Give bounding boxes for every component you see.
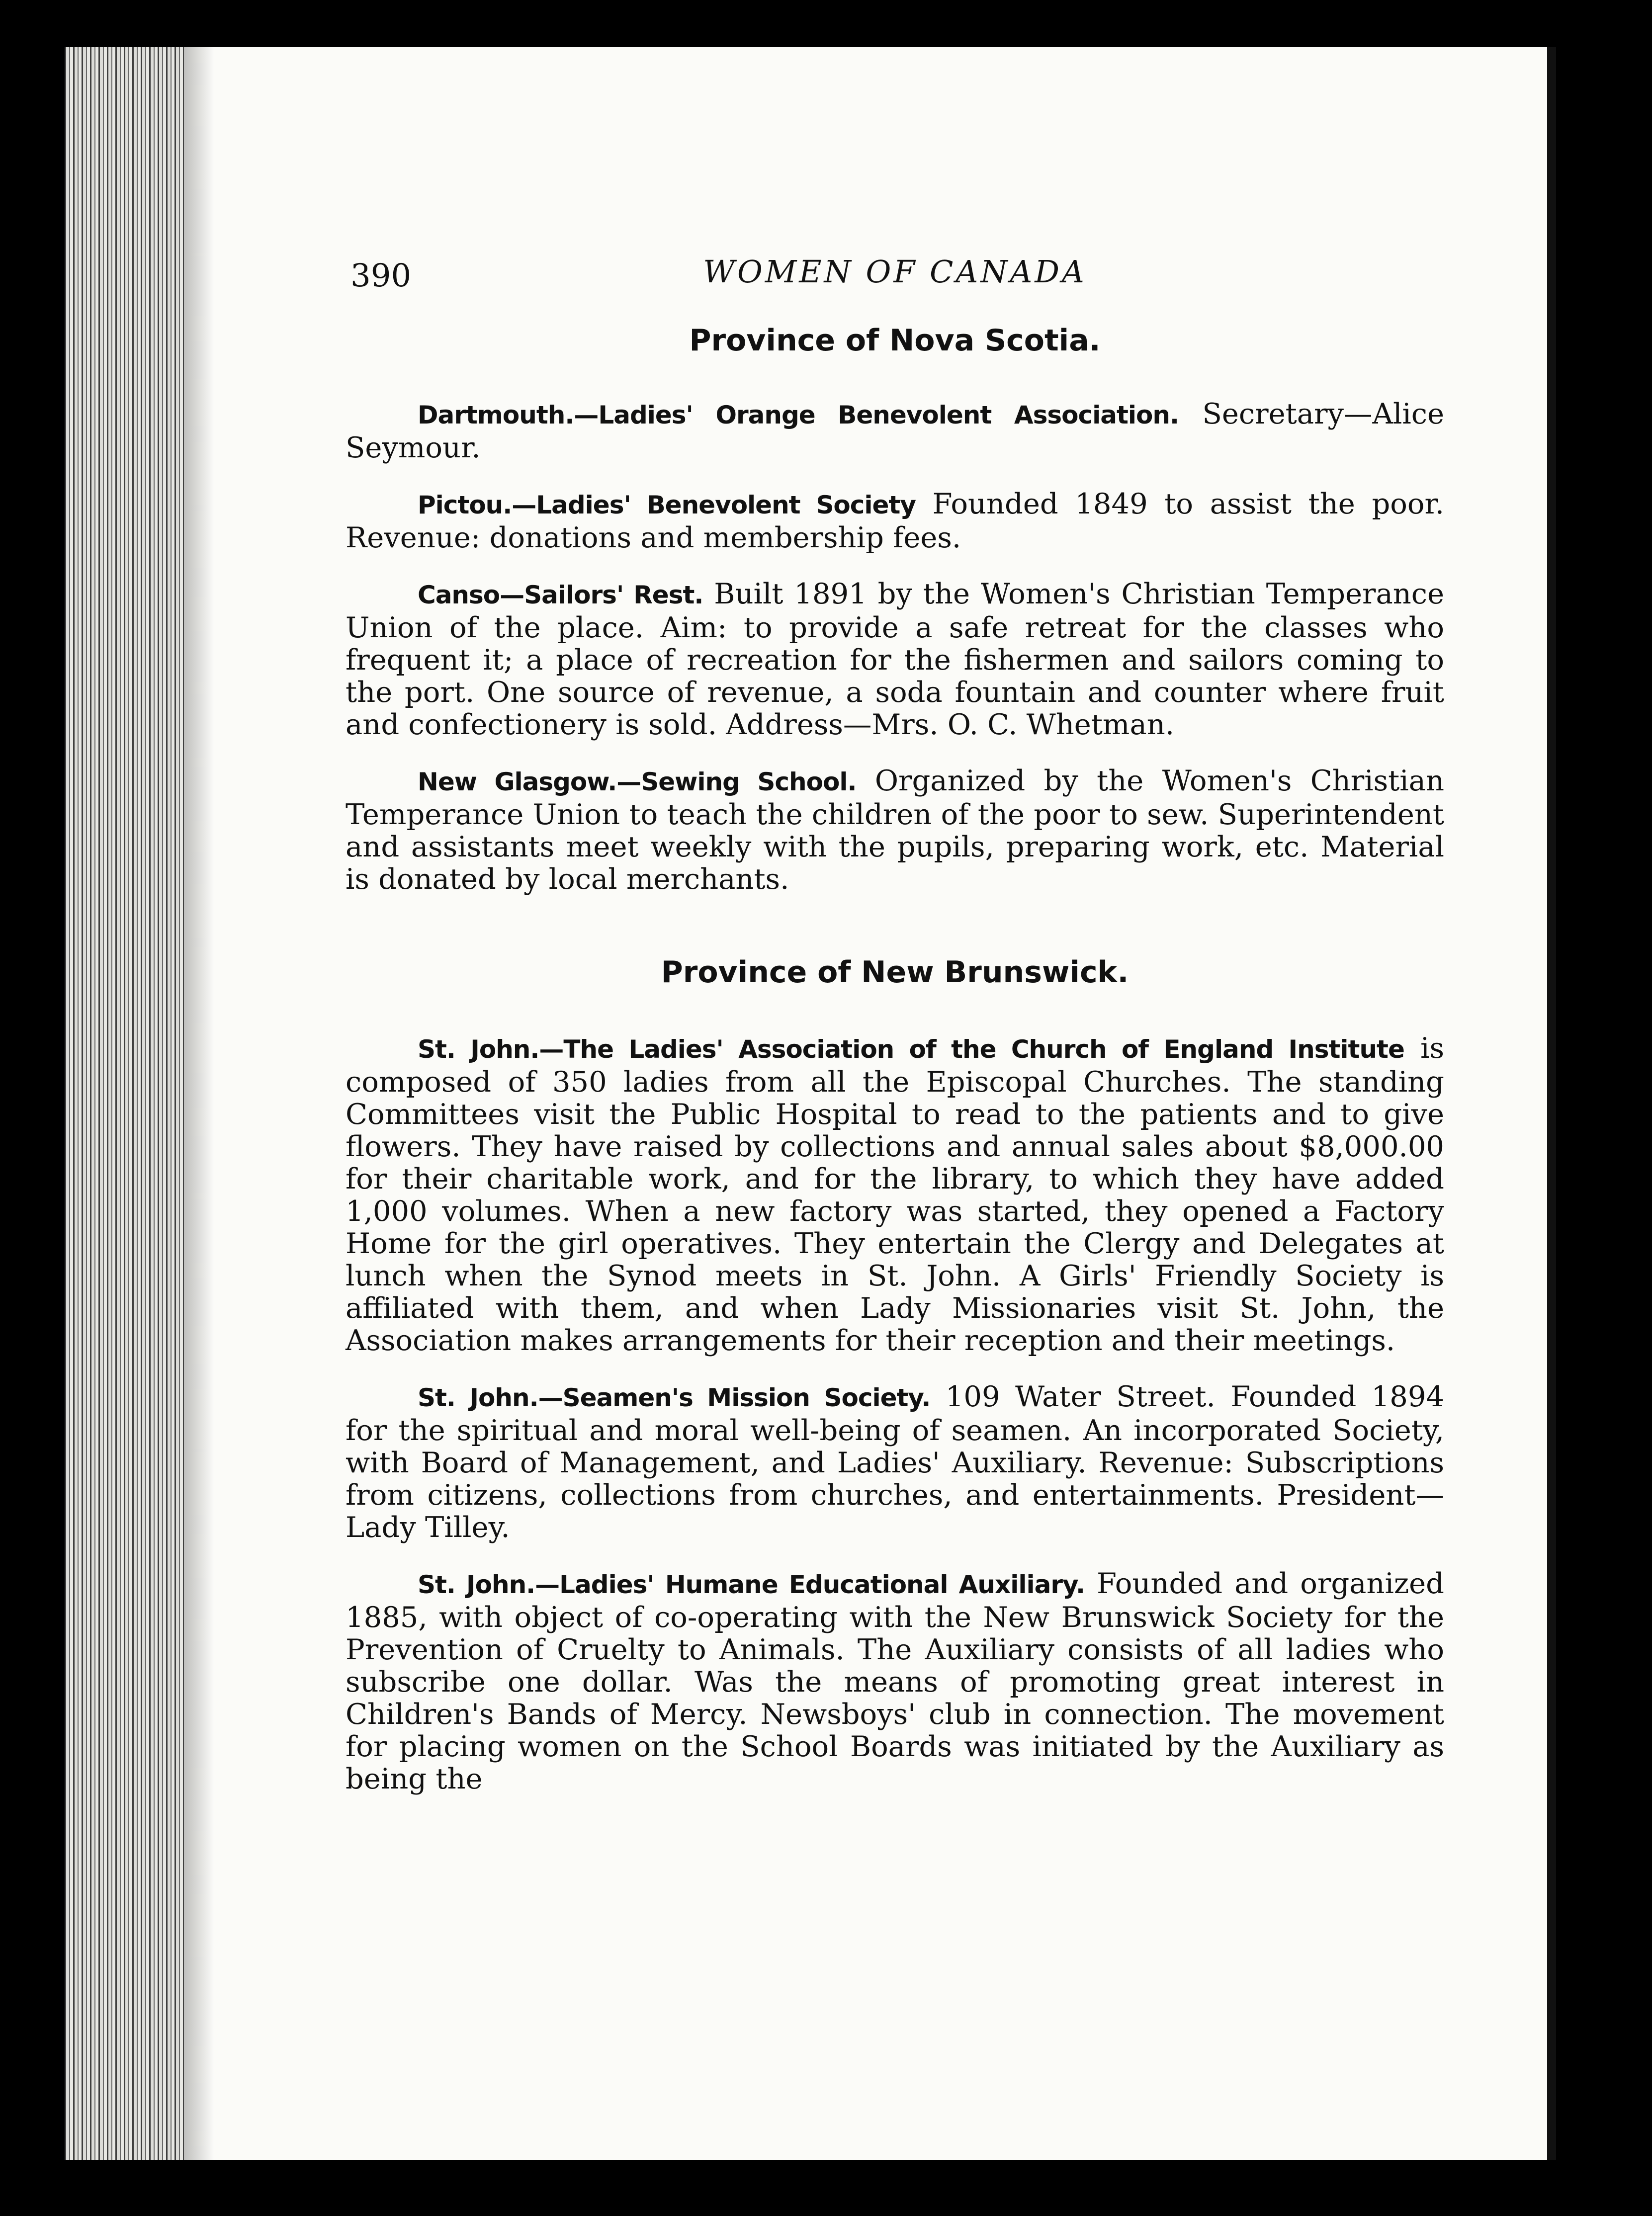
entry-label: Dartmouth.—Ladies' Orange Benevolent Association. xyxy=(418,401,1179,429)
entry-label: St. John.—The Ladies' Association of the Church of England Institute xyxy=(418,1035,1404,1064)
entry-st-john-humane-auxiliary xyxy=(346,1567,1444,1795)
entry-text: Founded and organized 1885, with object of co-operating with the New Brunswick Society for the Prevention of Cruelty to Animals. The Auxiliary consists of all ladies who subscribe one dollar. Was the means of promoting great interest in Children's Bands of Mercy. Newsboys' club in connection. The movement for placing women on the School Boards was initiated by the Auxiliary as being the xyxy=(346,1567,1444,1795)
entry-text: Organized by the Women's Christian Temperance Union to teach the children of the poor to sew. Superintendent and assistants meet weekly with the pupils, preparing work, etc. Material is donated by local merchants. xyxy=(346,764,1444,896)
binding-shadow xyxy=(184,47,214,2160)
entry-text: is composed of 350 ladies from all the Episcopal Churches. The standing Committees visit the Public Hospital to read to the patients and to give flowers. They have raised by collections and annual sales about $8,000.00 for their charitable work, and for the library, to which they have added 1,000 volumes. When a new factory was started, they opened a Factory Home for the girl operatives. They entertain the Clergy and Delegates at lunch when the Synod meets in St. John. A Girls' Friendly Society is affiliated with them, and when Lady Missionaries visit St. John, the Association makes arrangements for their reception and their meetings. xyxy=(346,1031,1444,1357)
entry-st-john-church-institute xyxy=(346,1032,1444,1357)
entry-text: Secretary—Alice Seymour. xyxy=(346,397,1445,464)
entry-label: St. John.—Seamen's Mission Society. xyxy=(418,1383,931,1412)
entry-label: New Glasgow.—Sewing School. xyxy=(418,767,857,796)
entry-st-john-seamens-mission xyxy=(346,1380,1444,1543)
entry-canso xyxy=(346,578,1444,741)
book-binding-edge xyxy=(65,47,184,2160)
entry-label: St. John.—Ladies' Humane Educational Auxiliary. xyxy=(418,1570,1085,1599)
entry-label: Pictou.—Ladies' Benevolent Society xyxy=(418,491,916,519)
page-header xyxy=(346,249,1444,303)
entry-dartmouth xyxy=(346,398,1444,464)
page-right-edge xyxy=(1547,47,1556,2160)
section-heading-new-brunswick: Province of New Brunswick. xyxy=(661,955,1129,990)
entry-new-glasgow xyxy=(346,765,1444,895)
entry-text: Built 1891 by the Women's Christian Temperance Union of the place. Aim: to provide a safe retreat for the classes who frequent it; a place of recreation for the fishermen and sailors coming to the port. One source of revenue, a soda fountain and counter where fruit and confectionery is sold. Address—Mrs. O. C. Whetman. xyxy=(346,577,1445,741)
entry-pictou xyxy=(346,488,1444,554)
entry-text: Founded 1849 to assist the poor. Revenue: donations and membership fees. xyxy=(346,487,1444,554)
page-number: 390 xyxy=(350,257,412,294)
running-title: WOMEN OF CANADA xyxy=(703,254,1087,290)
entry-text: 109 Water Street. Founded 1894 for the spiritual and moral well-being of seamen. An incorporated Society, with Board of Management, and Ladies' Auxiliary. Revenue: Subscriptions from citizens, collections from churches, and entertainments. President—Lady Tilley. xyxy=(346,1380,1444,1544)
entry-label: Canso—Sailors' Rest. xyxy=(418,581,703,609)
page-text-block xyxy=(346,249,1444,1819)
section-heading-nova-scotia: Province of Nova Scotia. xyxy=(689,323,1101,358)
